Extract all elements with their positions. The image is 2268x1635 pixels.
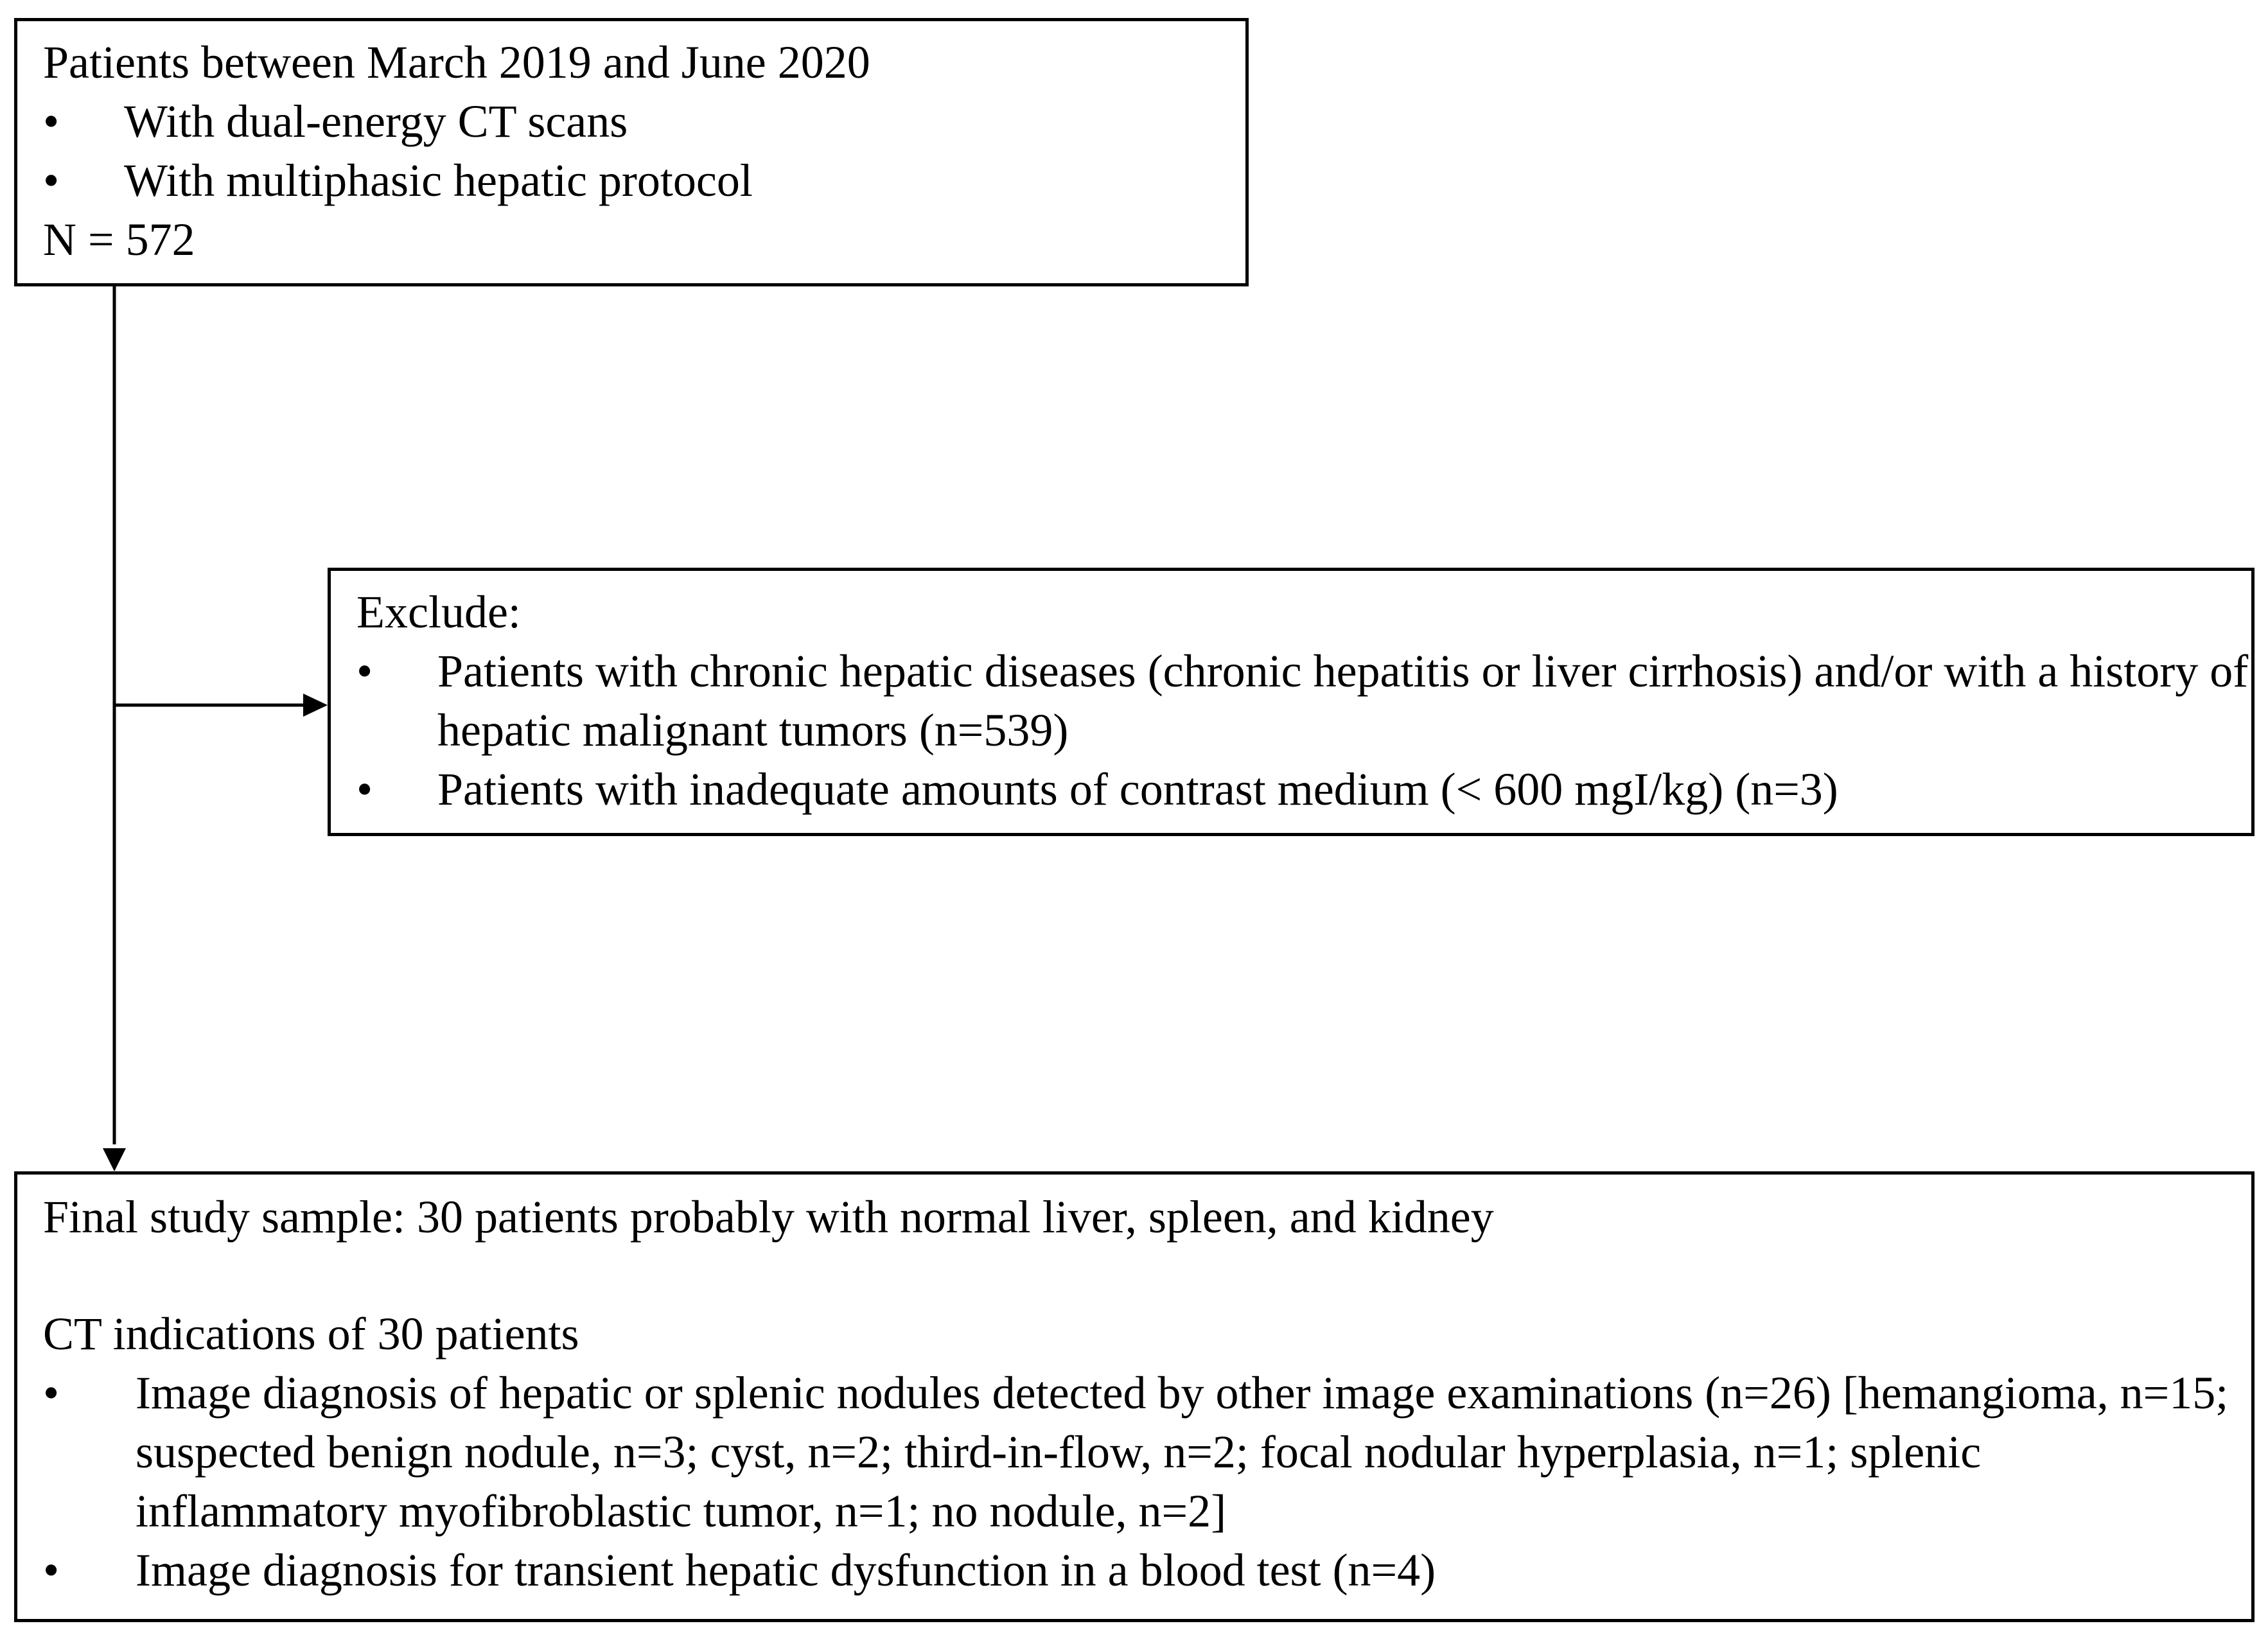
exclude-arrow-head [303,694,328,717]
bullet-icon: • [43,96,60,147]
inclusion-criterion-dual-energy: With dual-energy CT scans [124,96,628,147]
exclusion-criterion-hepatic-disease: Patients with chronic hepatic diseases (chronic hepatitis or liver cirrhosis) and/or with a history of hepatic malignant tumors (n=539) [437,645,2249,756]
inclusion-title: Patients between March 2019 and June 2020 [43,37,870,88]
exclusion-bullet-item [356,760,2251,819]
exclusion-box [328,568,2255,836]
final-sample-title: Final study sample: 30 patients probably with normal liver, spleen, and kidney [43,1191,1494,1243]
inclusion-count: N = 572 [43,214,195,265]
ct-indications-subtitle: CT indications of 30 patients [43,1308,579,1360]
exclusion-criterion-contrast: Patients with inadequate amounts of contrast medium (< 600 mgI/kg) (n=3) [437,764,1838,815]
bullet-icon: • [43,1544,60,1596]
final-arrow-head [103,1148,126,1171]
bullet-icon: • [43,155,60,206]
bullet-icon: • [43,1367,60,1419]
indication-hepatic-dysfunction: Image diagnosis for transient hepatic dysfunction in a blood test (n=4) [136,1544,1436,1596]
inclusion-box [14,18,1249,286]
bullet-icon: • [356,764,373,815]
bullet-icon: • [356,645,373,697]
exclusion-title: Exclude: [356,586,521,638]
final-sample-box [14,1171,2255,1622]
inclusion-bullet-item [43,151,1245,210]
inclusion-bullet-item [43,92,1245,151]
indication-bullet-item [43,1363,2238,1541]
indication-bullet-item [43,1541,2238,1600]
inclusion-criterion-multiphasic: With multiphasic hepatic protocol [124,155,753,206]
spacer [43,1246,2238,1304]
indication-nodules: Image diagnosis of hepatic or splenic nodules detected by other image examinations (n=26) [hemangioma, n=15; suspected benign nodule, n=3; cyst, n=2; third-in-flow, n=2; focal nodular hyperplasia, n=1; splenic inflammatory myofibroblastic tumor, n=1; no nodule, n=2] [136,1367,2229,1537]
exclusion-bullet-item [356,642,2251,760]
